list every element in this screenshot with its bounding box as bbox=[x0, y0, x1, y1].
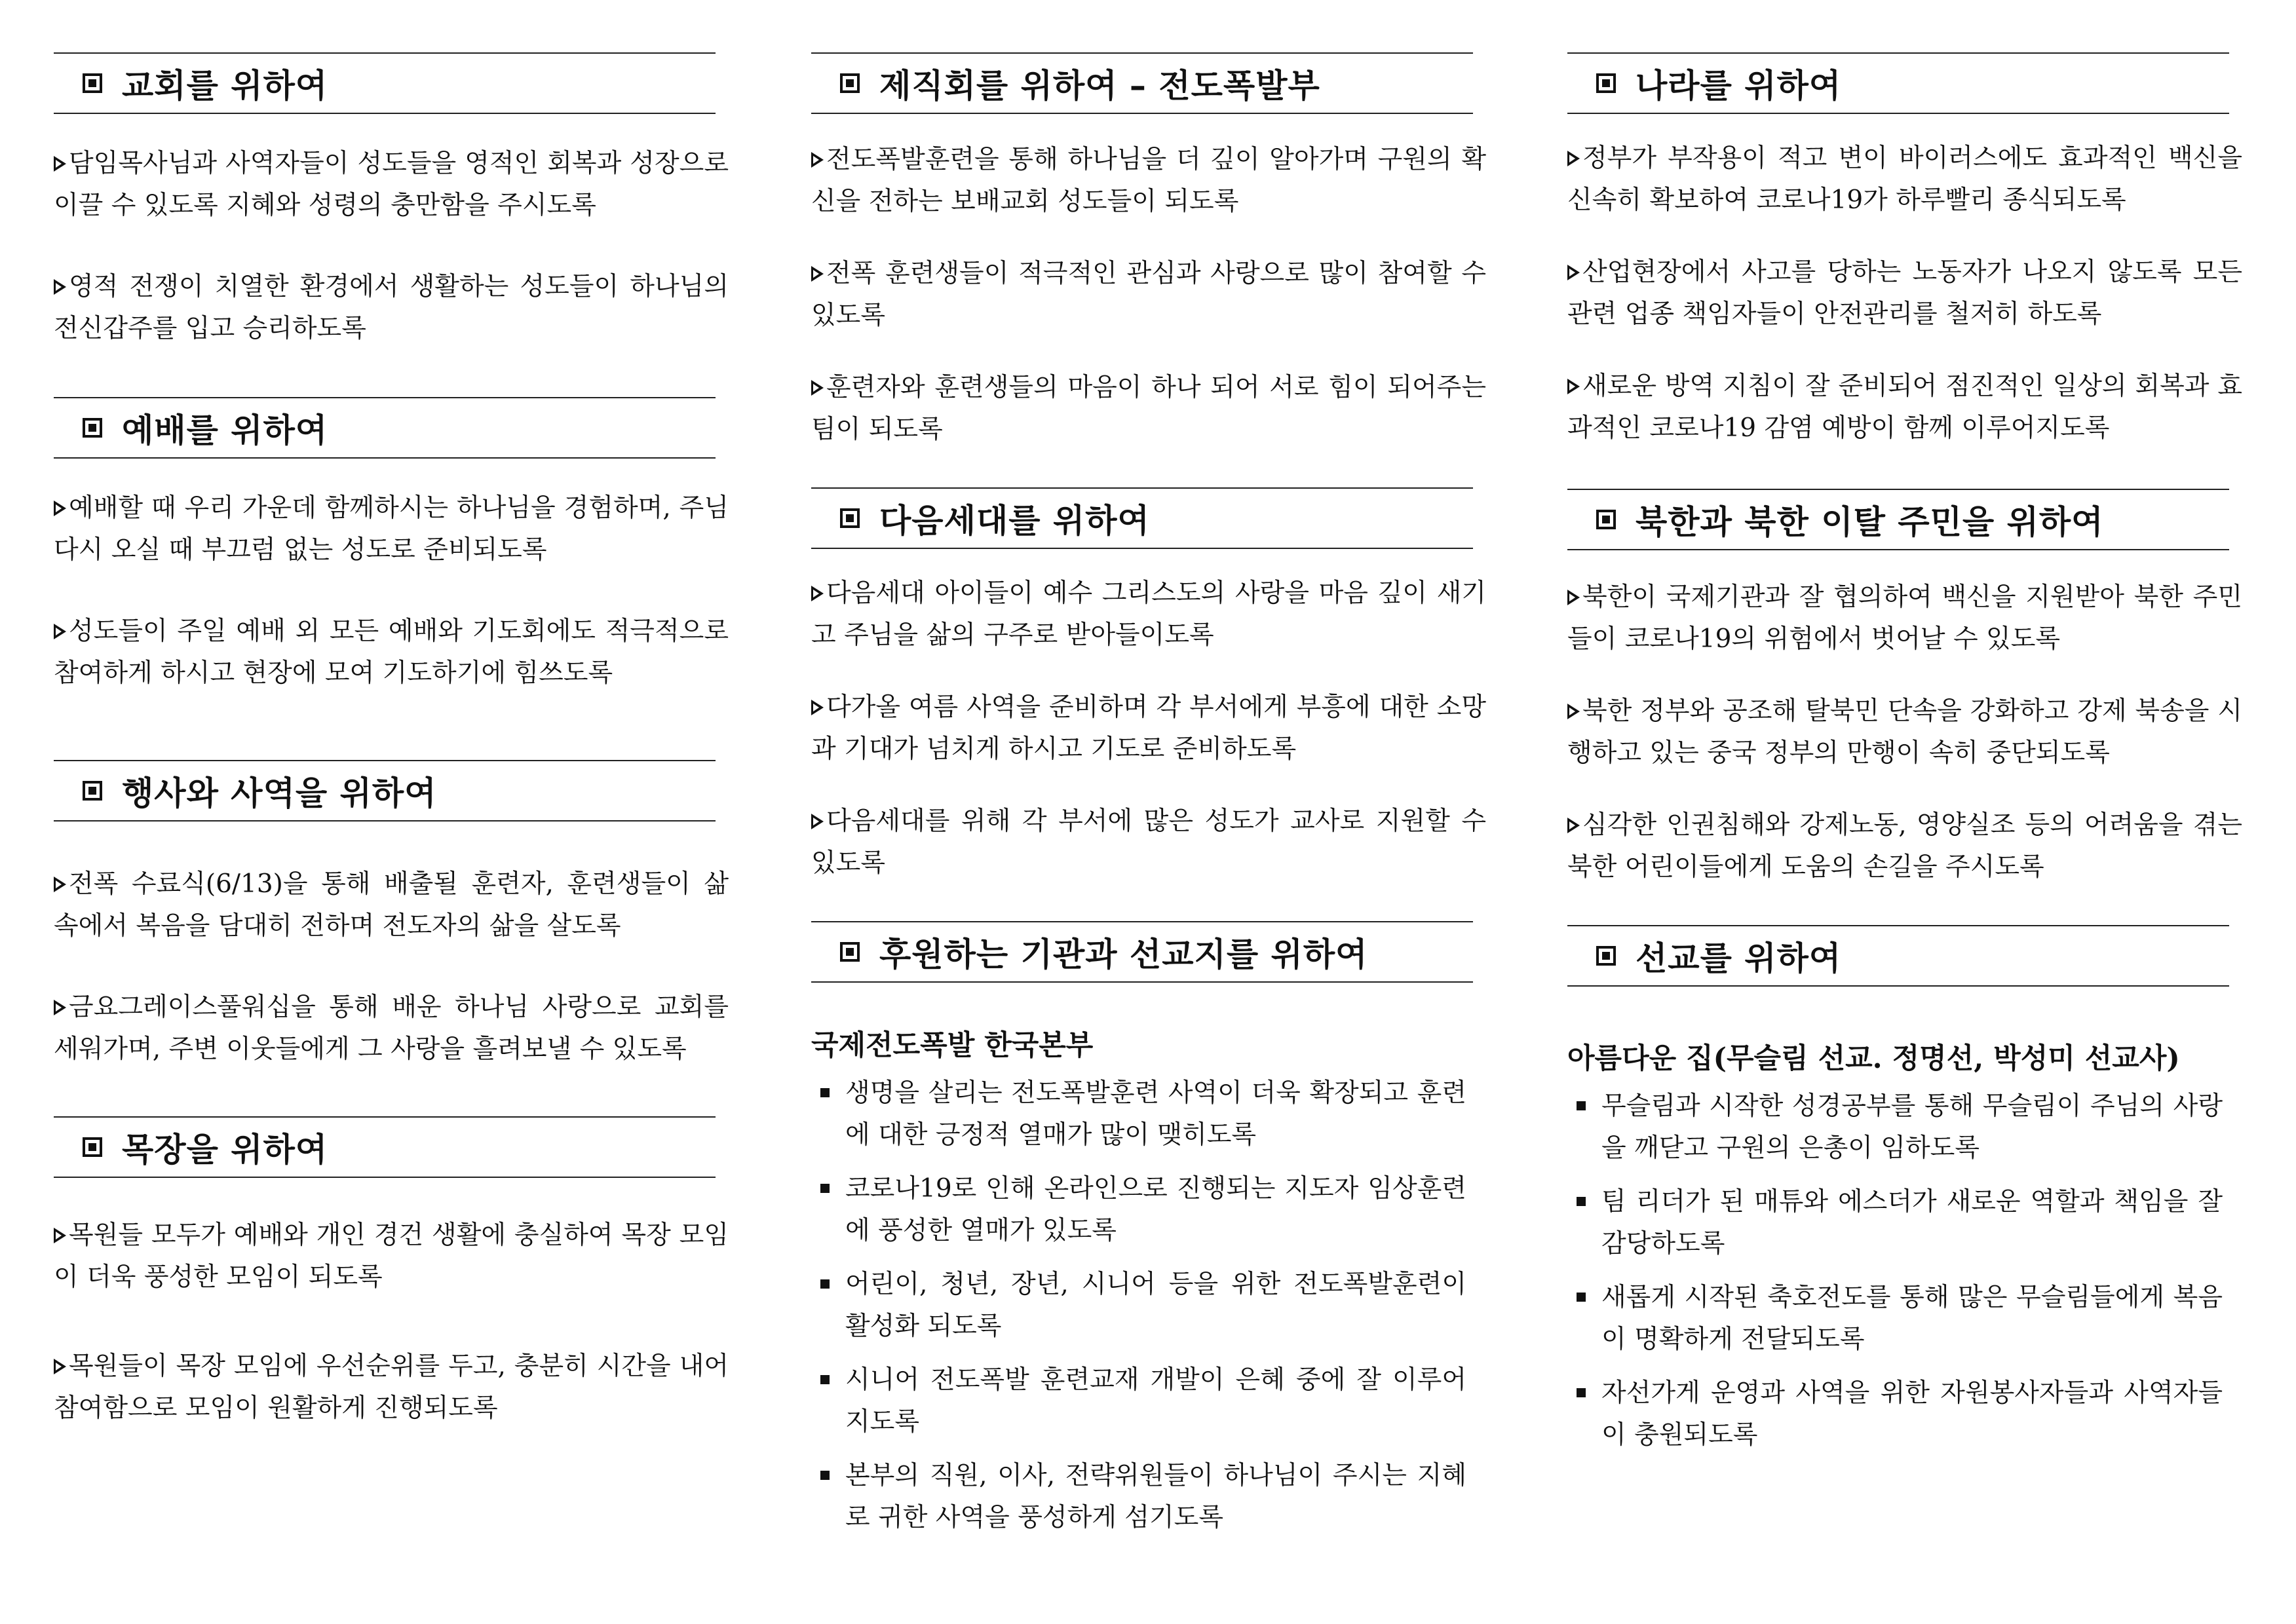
square-bullet-icon bbox=[1596, 73, 1616, 93]
triangle-bullet-icon bbox=[1567, 590, 1580, 605]
prayer-item-text: 영적 전쟁이 치열한 환경에서 생활하는 성도들이 하나님의 전신갑주를 입고 승리하도록 bbox=[54, 272, 729, 343]
list-item-text: 새롭게 시작된 축호전도를 통해 많은 무슬림들에게 복음이 명확하게 전달되도록 bbox=[1601, 1283, 2223, 1354]
prayer-item-text: 정부가 부작용이 적고 변이 바이러스에도 효과적인 백신을 신속히 확보하여 코로나19가 하루빨리 종식되도록 bbox=[1567, 143, 2242, 215]
triangle-bullet-icon bbox=[1567, 818, 1580, 833]
prayer-item-text: 전폭 수료식(6/13)을 통해 배출될 훈련자, 훈련생들이 삶 속에서 복음을 담대히 전하며 전도자의 삶을 살도록 bbox=[54, 869, 729, 941]
triangle-bullet-icon bbox=[54, 1359, 66, 1374]
section-header bbox=[54, 397, 716, 459]
prayer-item-text: 북한이 국제기관과 잘 협의하여 백신을 지원받아 북한 주민들이 코로나19의 위험에서 벗어날 수 있도록 bbox=[1567, 582, 2242, 654]
section-header bbox=[54, 760, 716, 821]
section-mokjang bbox=[54, 1116, 729, 1429]
list-item-text: 자선가게 운영과 사역을 위한 자원봉사자들과 사역자들이 충원되도록 bbox=[1601, 1378, 2223, 1450]
section-header bbox=[811, 487, 1473, 549]
prayer-item-text: 산업현장에서 사고를 당하는 노동자가 나오지 않도록 모든 관련 업종 책임자들이 안전관리를 철저히 하도록 bbox=[1567, 257, 2242, 329]
section-next-generation bbox=[811, 487, 1486, 884]
section-title: 나라를 위하여 bbox=[1636, 67, 1842, 105]
prayer-item-text: 훈련자와 훈련생들의 마음이 하나 되어 서로 힘이 되어주는 팀이 되도록 bbox=[811, 373, 1486, 444]
list-item-text: 본부의 직원, 이사, 전략위원들이 하나님이 주시는 지혜로 귀한 사역을 풍성하게 섬기도록 bbox=[845, 1461, 1466, 1532]
list-item bbox=[1567, 1086, 2223, 1169]
triangle-bullet-icon bbox=[54, 156, 66, 172]
triangle-bullet-icon bbox=[811, 814, 824, 829]
prayer-item bbox=[811, 801, 1486, 884]
list-item bbox=[1567, 1372, 2223, 1456]
triangle-bullet-icon bbox=[1567, 265, 1580, 280]
prayer-item-text: 북한 정부와 공조해 탈북민 단속을 강화하고 강제 북송을 시행하고 있는 중국 정부의 만행이 속히 중단되도록 bbox=[1567, 696, 2242, 768]
section-header bbox=[1567, 925, 2229, 987]
square-bullet-icon bbox=[1577, 1293, 1586, 1302]
prayer-item bbox=[54, 487, 729, 571]
section-north-korea bbox=[1567, 489, 2242, 888]
section-header bbox=[54, 1116, 716, 1178]
list-item bbox=[811, 1455, 1466, 1539]
prayer-item-text: 목원들이 목장 모임에 우선순위를 두고, 충분히 시간을 내어 참여함으로 모임이 원활하게 진행되도록 bbox=[54, 1351, 729, 1423]
square-bullet-icon bbox=[820, 1088, 830, 1097]
prayer-item-text: 금요그레이스풀워십을 통해 배운 하나님 사랑으로 교회를 세워가며, 주변 이웃들에게 그 사랑을 흘려보낼 수 있도록 bbox=[54, 992, 729, 1064]
square-bullet-icon bbox=[1596, 510, 1616, 529]
section-church bbox=[54, 52, 729, 350]
prayer-item bbox=[811, 687, 1486, 770]
section-nation bbox=[1567, 52, 2242, 449]
list-item bbox=[811, 1072, 1466, 1156]
prayer-item-text: 다가올 여름 사역을 준비하며 각 부서에게 부흥에 대한 소망과 기대가 넘치게 하시고 기도로 준비하도록 bbox=[811, 692, 1486, 764]
list-item-text: 어린이, 청년, 장년, 시니어 등을 위한 전도폭발훈련이 활성화 되도록 bbox=[845, 1270, 1466, 1341]
missionary-name: 아름다운 집(무슬림 선교. 정명선, 박성미 선교사) bbox=[1567, 1042, 2180, 1075]
prayer-item-text: 다음세대 아이들이 예수 그리스도의 사랑을 마음 깊이 새기고 주님을 삶의 구주로 받아들이도록 bbox=[811, 578, 1486, 650]
section-header bbox=[811, 921, 1473, 983]
triangle-bullet-icon bbox=[54, 877, 66, 892]
prayer-item bbox=[1567, 366, 2242, 449]
list-item-text: 시니어 전도폭발 훈련교재 개발이 은혜 중에 잘 이루어지도록 bbox=[845, 1365, 1466, 1437]
list-item bbox=[1567, 1181, 2223, 1265]
prayer-item bbox=[1567, 252, 2242, 335]
prayer-item-text: 예배할 때 우리 가운데 함께하시는 하나님을 경험하며, 주님 다시 오실 때 부끄럼 없는 성도로 준비되도록 bbox=[54, 493, 729, 565]
list-item-text: 무슬림과 시작한 성경공부를 통해 무슬림이 주님의 사랑을 깨닫고 구원의 은총이 임하도록 bbox=[1601, 1091, 2223, 1163]
section-title: 예배를 위하여 bbox=[122, 411, 328, 449]
section-title: 후원하는 기관과 선교지를 위하여 bbox=[879, 935, 1368, 973]
prayer-item-text: 전도폭발훈련을 통해 하나님을 더 깊이 알아가며 구원의 확신을 전하는 보배교회 성도들이 되도록 bbox=[811, 145, 1486, 216]
square-bullet-icon bbox=[1577, 1101, 1586, 1110]
triangle-bullet-icon bbox=[54, 624, 66, 639]
triangle-bullet-icon bbox=[54, 1000, 66, 1015]
section-events-ministry bbox=[54, 760, 729, 1070]
section-title: 행사와 사역을 위하여 bbox=[122, 774, 437, 812]
triangle-bullet-icon bbox=[811, 586, 824, 601]
section-title: 다음세대를 위하여 bbox=[879, 502, 1150, 540]
square-bullet-icon bbox=[820, 1375, 830, 1384]
triangle-bullet-icon bbox=[811, 380, 824, 396]
prayer-item-text: 심각한 인권침해와 강제노동, 영양실조 등의 어려움을 겪는 북한 어린이들에게 도움의 손길을 주시도록 bbox=[1567, 810, 2242, 882]
list-item-text: 코로나19로 인해 온라인으로 진행되는 지도자 임상훈련에 풍성한 열매가 있도록 bbox=[845, 1174, 1466, 1245]
square-bullet-icon bbox=[83, 781, 102, 801]
section-missions bbox=[1567, 925, 2242, 1456]
prayer-item bbox=[54, 143, 729, 227]
triangle-bullet-icon bbox=[1567, 379, 1580, 394]
square-bullet-icon bbox=[83, 418, 102, 438]
prayer-item-text: 담임목사님과 사역자들이 성도들을 영적인 회복과 성장으로 이끌 수 있도록 지혜와 성령의 충만함을 주시도록 bbox=[54, 149, 729, 220]
triangle-bullet-icon bbox=[811, 152, 824, 168]
prayer-item bbox=[54, 611, 729, 694]
prayer-item bbox=[54, 1215, 729, 1298]
prayer-item bbox=[54, 987, 729, 1070]
bullet-list bbox=[811, 1072, 1486, 1539]
prayer-item bbox=[1567, 690, 2242, 774]
section-deacons-evangelism bbox=[811, 52, 1486, 451]
section-header bbox=[811, 52, 1473, 114]
prayer-item bbox=[1567, 804, 2242, 888]
list-item bbox=[811, 1264, 1466, 1348]
section-title: 교회를 위하여 bbox=[122, 67, 328, 105]
square-bullet-icon bbox=[840, 508, 860, 528]
square-bullet-icon bbox=[1596, 946, 1616, 966]
square-bullet-icon bbox=[840, 942, 860, 962]
section-title: 북한과 북한 이탈 주민을 위하여 bbox=[1636, 503, 2104, 541]
square-bullet-icon bbox=[840, 73, 860, 93]
triangle-bullet-icon bbox=[54, 500, 66, 516]
section-worship bbox=[54, 397, 729, 694]
triangle-bullet-icon bbox=[811, 700, 824, 715]
list-item bbox=[811, 1359, 1466, 1443]
prayer-item-text: 목원들 모두가 예배와 개인 경건 생활에 충실하여 목장 모임이 더욱 풍성한 모임이 되도록 bbox=[54, 1220, 729, 1292]
square-bullet-icon bbox=[820, 1184, 830, 1193]
column-right bbox=[1567, 52, 2242, 1468]
prayer-item-text: 다음세대를 위해 각 부서에 많은 성도가 교사로 지원할 수 있도록 bbox=[811, 806, 1486, 878]
triangle-bullet-icon bbox=[54, 279, 66, 295]
section-title: 목장을 위하여 bbox=[122, 1131, 328, 1169]
prayer-item bbox=[1567, 138, 2242, 221]
organization-name: 국제전도폭발 한국본부 bbox=[811, 1029, 1094, 1062]
list-item-text: 팀 리더가 된 매튜와 에스더가 새로운 역할과 책임을 잘 감당하도록 bbox=[1601, 1187, 2223, 1258]
square-bullet-icon bbox=[83, 73, 102, 93]
prayer-item-text: 새로운 방역 지침이 잘 준비되어 점진적인 일상의 회복과 효과적인 코로나19 감염 예방이 함께 이루어지도록 bbox=[1567, 371, 2242, 443]
prayer-item bbox=[811, 253, 1486, 337]
prayer-item bbox=[811, 573, 1486, 656]
square-bullet-icon bbox=[1577, 1197, 1586, 1206]
triangle-bullet-icon bbox=[54, 1228, 66, 1243]
triangle-bullet-icon bbox=[811, 266, 824, 282]
prayer-item bbox=[54, 863, 729, 947]
square-bullet-icon bbox=[820, 1279, 830, 1289]
section-title: 제직회를 위하여 – 전도폭발부 bbox=[879, 67, 1320, 105]
square-bullet-icon bbox=[83, 1137, 102, 1157]
list-item bbox=[811, 1168, 1466, 1252]
prayer-item bbox=[54, 266, 729, 350]
triangle-bullet-icon bbox=[1567, 151, 1580, 166]
section-supported-missions bbox=[811, 921, 1486, 1539]
prayer-item bbox=[811, 139, 1486, 223]
list-item bbox=[1567, 1277, 2223, 1361]
section-header bbox=[1567, 489, 2229, 550]
square-bullet-icon bbox=[1577, 1388, 1586, 1397]
square-bullet-icon bbox=[820, 1471, 830, 1480]
prayer-item bbox=[1567, 576, 2242, 660]
section-title: 선교를 위하여 bbox=[1636, 939, 1842, 977]
prayer-item bbox=[54, 1346, 729, 1429]
column-left bbox=[54, 52, 729, 1469]
section-header bbox=[1567, 52, 2229, 114]
section-header bbox=[54, 52, 716, 114]
list-item-text: 생명을 살리는 전도폭발훈련 사역이 더욱 확장되고 훈련에 대한 긍정적 열매가 많이 맺히도록 bbox=[845, 1078, 1466, 1150]
bullet-list bbox=[1567, 1086, 2242, 1456]
prayer-item bbox=[811, 367, 1486, 451]
prayer-item-text: 전폭 훈련생들이 적극적인 관심과 사랑으로 많이 참여할 수 있도록 bbox=[811, 259, 1486, 330]
prayer-item-text: 성도들이 주일 예배 외 모든 예배와 기도회에도 적극적으로 참여하게 하시고 현장에 모여 기도하기에 힘쓰도록 bbox=[54, 616, 729, 688]
triangle-bullet-icon bbox=[1567, 704, 1580, 719]
column-middle bbox=[811, 52, 1486, 1551]
